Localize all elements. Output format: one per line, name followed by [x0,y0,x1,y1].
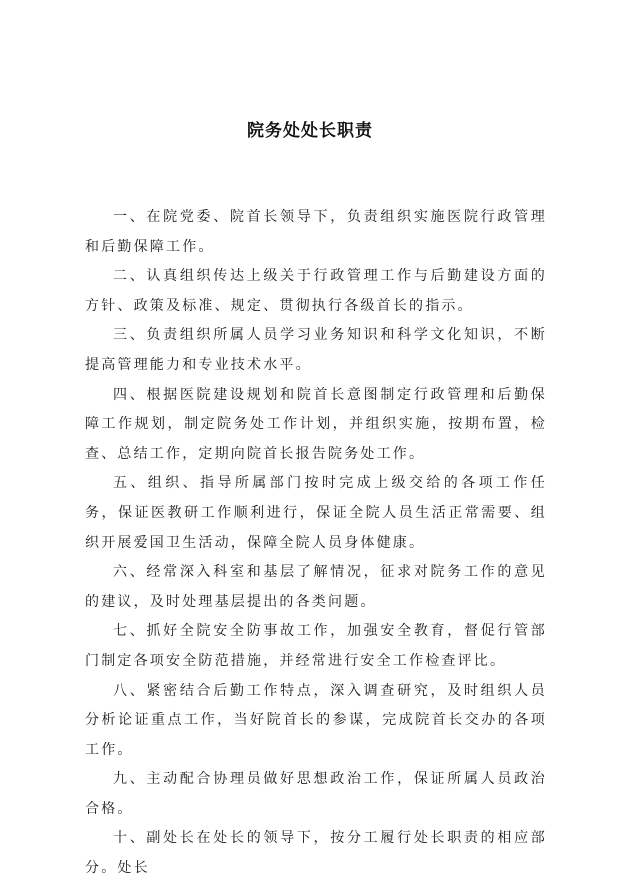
document-title: 院务处处长职责 [247,121,373,141]
paragraph-1: 一、在院党委、院首长领导下，负责组织实施医院行政管理和后勤保障工作。 [85,209,547,255]
paragraph-4: 四、根据医院建设规划和院首长意图制定行政管理和后勤保障工作规划，制定院务处工作计划，并组织实施，按期布置，检查、总结工作，定期向院首长报告院务处工作。 [85,386,547,462]
paragraph-8: 八、紧密结合后勤工作特点，深入调查研究，及时组织人员分析论证重点工作，当好院首长的参谋，完成院首长交办的各项工作。 [85,682,547,758]
paragraph-6: 六、经常深入科室和基层了解情况，征求对院务工作的意见的建议，及时处理基层提出的各类问题。 [85,564,547,610]
paragraph-9: 九、主动配合协理员做好思想政治工作，保证所属人员政治合格。 [85,771,547,817]
paragraph-7: 七、抓好全院安全防事故工作，加强安全教育，督促行管部门制定各项安全防范措施，并经常进行安全工作检查评比。 [85,623,547,669]
paragraph-10: 十、副处长在处长的领导下，按分工履行处长职责的相应部分。处长 [85,830,547,877]
paragraph-3: 三、负责组织所属人员学习业务知识和科学文化知识，不断提高管理能力和专业技术水平。 [85,327,547,373]
paragraph-2: 二、认真组织传达上级关于行政管理工作与后勤建设方面的方针、政策及标准、规定、贯彻执行各级首长的指示。 [85,268,547,314]
paragraph-5: 五、组织、指导所属部门按时完成上级交给的各项工作任务，保证医教研工作顺利进行，保证全院人员生活正常需要、组织开展爱国卫生活动，保障全院人员身体健康。 [85,475,547,551]
document-body [85,203,547,884]
